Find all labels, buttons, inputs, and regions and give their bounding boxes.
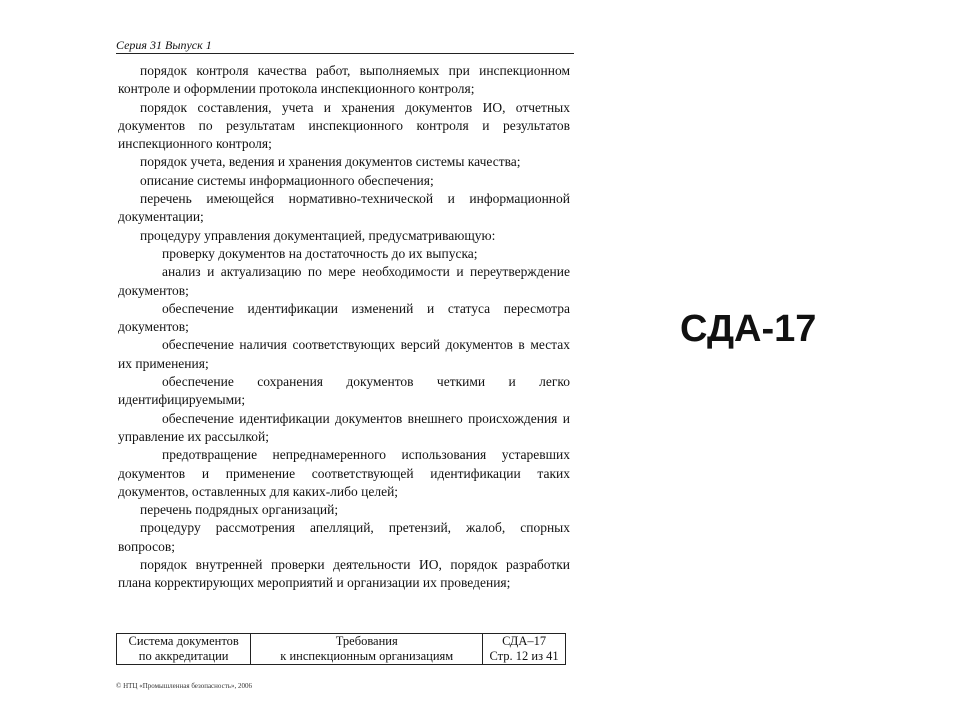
sub-paragraph: анализ и актуализацию по мере необходимости и переутверждение документов; [118,264,570,298]
document-body [118,62,570,593]
footer-code-cell [483,634,566,665]
paragraph: порядок внутренней проверки деятельности ИО, порядок разработки плана корректирующих мероприятий и организации их проведения; [118,557,570,591]
document-footer-table [116,633,566,665]
paragraph: порядок контроля качества работ, выполняемых при инспекционном контроле и оформлении протокола инспекционного контроля; [118,63,570,97]
header-divider [116,53,574,54]
footer-doc-code: СДА–17 [502,634,547,648]
series-header: Серия 31 Выпуск 1 [116,38,212,52]
paragraph: перечень подрядных организаций; [140,502,339,518]
sub-paragraph: обеспечение идентификации изменений и статуса пересмотра документов; [118,300,570,335]
paragraph: процедуру управления документацией, предусматривающую: [140,227,496,243]
paragraph: перечень имеющейся нормативно-технической и информационной документации; [118,191,570,225]
footer-title-line2: к инспекционным организациям [280,649,454,663]
footer-system-cell [117,634,251,665]
footer-system-line1: Система документов [128,634,239,648]
paragraph: процедуру рассмотрения апелляций, претензий, жалоб, спорных вопросов; [118,520,570,554]
footer-title-cell [251,634,483,665]
paragraph: описание системы информационного обеспечения; [140,172,434,188]
sub-paragraph: обеспечение сохранения документов четкими и легко идентифицируемыми; [118,374,570,408]
footer-title-line1: Требования [335,634,398,648]
sub-paragraph: обеспечение идентификации документов внешнего происхождения и управление их рассылкой; [118,410,570,444]
slide-label: СДА-17 [680,308,817,350]
sub-paragraph: обеспечение наличия соответствующих версий документов в местах их применения; [118,337,570,371]
footer-system-line2: по аккредитации [138,649,229,663]
sub-paragraph: проверку документов на достаточность до их выпуска; [162,245,478,261]
paragraph: порядок учета, ведения и хранения документов системы качества; [140,154,521,170]
sub-paragraph: предотвращение непреднамеренного использования устаревших документов и применение соответствующей идентификации таких документов, оставленных для каких-либо целей; [118,447,570,499]
paragraph: порядок составления, учета и хранения документов ИО, отчетных документов по результатам инспекционного контроля и результатов инспекционного контроля; [118,99,570,152]
copyright-notice: © НТЦ «Промышленная безопасность», 2006 [116,682,252,690]
footer-page-number: Стр. 12 из 41 [489,649,559,663]
